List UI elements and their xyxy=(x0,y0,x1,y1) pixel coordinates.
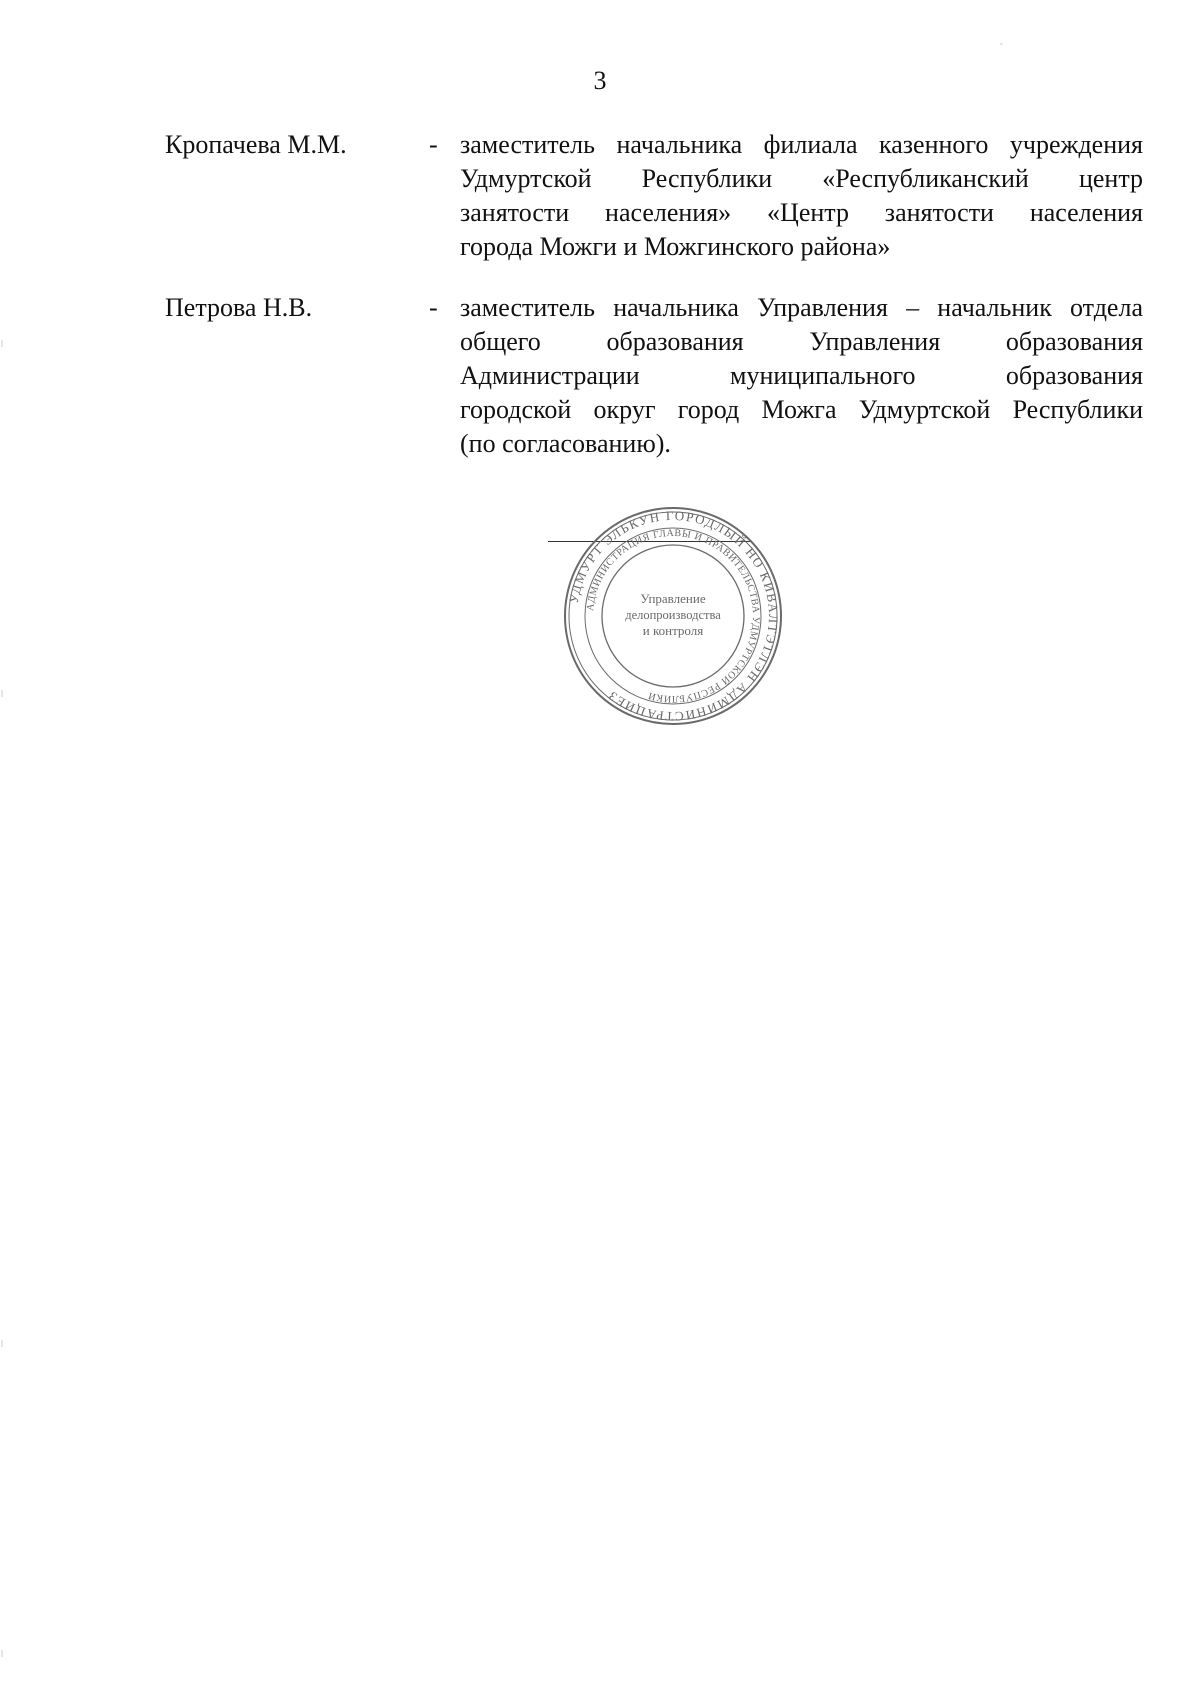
member-name: Кропачева М.М. xyxy=(165,130,347,159)
position-line: города Можги и Можгинского района» xyxy=(460,232,891,261)
position-line: занятости населения» «Центр занятости населения xyxy=(460,198,1143,227)
stamp-seal-icon xyxy=(562,505,784,727)
stamp-inner-text: АДМИНИСТРАЦИЯ ГЛАВЫ И ПРАВИТЕЛЬСТВА УДМУРТСКОЙ РЕСПУБЛИКИ xyxy=(585,527,762,705)
stamp-center-line: делопроизводства xyxy=(625,608,721,622)
stamp-center-line: Управление xyxy=(640,591,706,606)
position-line: заместитель начальника Управления – начальник отдела xyxy=(460,293,1143,322)
position-line: Удмуртской Республики «Республиканский центр xyxy=(460,164,1143,193)
official-stamp xyxy=(562,505,784,727)
member-name: Петрова Н.В. xyxy=(165,293,313,322)
page-number: 3 xyxy=(593,66,607,95)
position-line: Администрации муниципального образования xyxy=(460,361,1143,390)
stamp-outer-text: УДМУРТ ЭЛЬКУН ГОРОДЛЫЙ НО КИВАЛТЭТЛЭН АДМИНИСТРАЦИЕЗ xyxy=(565,507,782,725)
position-line: (по согласованию). xyxy=(460,429,671,458)
member-position xyxy=(460,128,1143,264)
stamp-center-line: и контроля xyxy=(642,623,704,638)
member-position xyxy=(460,291,1143,461)
position-line: общего образования Управления образования xyxy=(460,327,1143,356)
position-line: городской округ город Можга Удмуртской Республики xyxy=(460,395,1143,424)
entry-dash: - xyxy=(429,293,438,322)
entry-dash: - xyxy=(429,130,438,159)
position-line: заместитель начальника филиала казенного учреждения xyxy=(460,130,1143,159)
